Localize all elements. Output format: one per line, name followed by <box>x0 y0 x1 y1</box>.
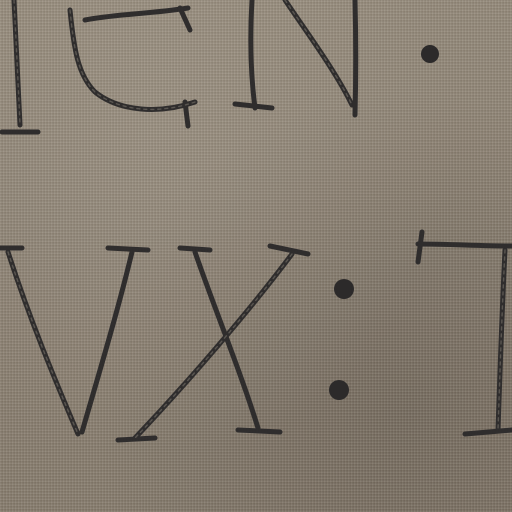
letter-x <box>118 246 308 440</box>
top-row <box>2 0 439 132</box>
letter-n <box>235 0 356 115</box>
bottom-row <box>0 232 512 440</box>
letter-v <box>0 248 148 434</box>
letter-i-right <box>418 232 512 434</box>
letter-i-partial <box>2 0 38 132</box>
dot-stitch-lower <box>329 380 349 400</box>
letter-c <box>70 8 195 126</box>
dot-stitch <box>421 45 439 63</box>
dot-stitch-upper <box>334 279 354 299</box>
